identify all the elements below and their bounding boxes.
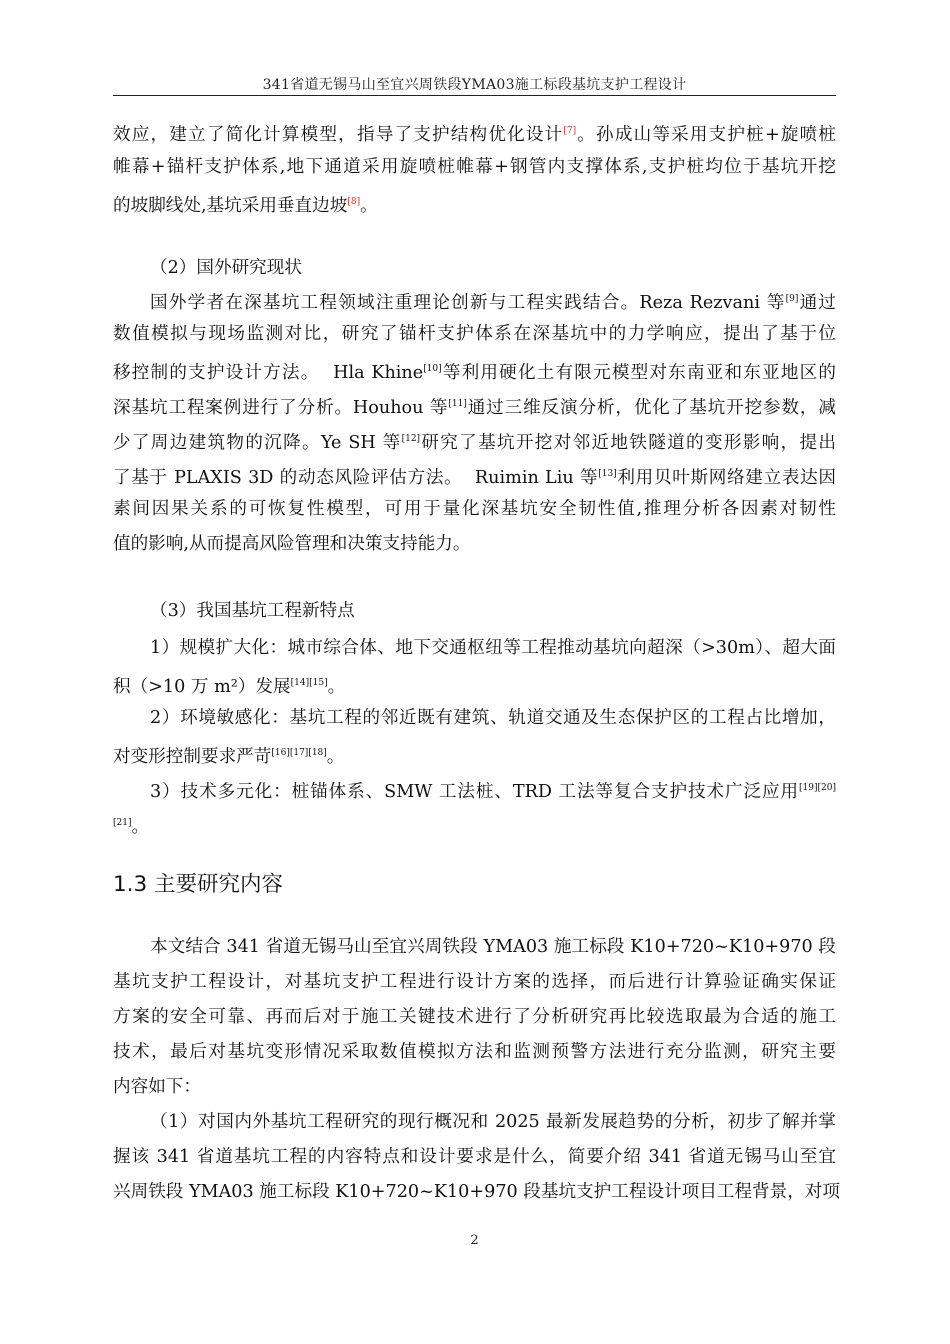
paragraph-line: 对变形控制要求严苛[16][17][18]。 — [113, 747, 345, 767]
citation: [16][17][18] — [271, 748, 327, 758]
citation: [11] — [448, 399, 467, 409]
subsection-title: （3）我国基坑工程新特点 — [150, 601, 355, 621]
paragraph-line: 3）技术多元化：桩锚体系、SMW 工法桩、TRD 工法等复合支护技术广泛应用[19][20] — [150, 782, 836, 802]
citation-link[interactable]: [7] — [563, 126, 577, 136]
page-number: 2 — [470, 1233, 479, 1248]
paragraph-line: 少了周边建筑物的沉降。Ye SH 等[12]研究了基坑开挖对邻近地铁隧道的变形影响，提出 — [113, 433, 836, 453]
citation: [9] — [785, 294, 799, 304]
citation: [21] — [113, 818, 132, 828]
paragraph-line: 基坑支护工程设计，对基坑支护工程进行设计方案的选择，而后进行计算验证确实保证 — [113, 972, 836, 992]
paragraph-line: 效应，建立了简化计算模型，指导了支护结构优化设计[7]。孙成山等采用支护桩+旋喷桩 — [113, 125, 836, 145]
running-header: 341省道无锡马山至宜兴周铁段YMA03施工标段基坑支护工程设计 — [262, 77, 687, 93]
citation: [13] — [598, 469, 617, 479]
header-divider — [113, 95, 836, 96]
paragraph-line: 的坡脚线处,基坑采用垂直边坡[8]。 — [113, 196, 378, 216]
paragraph-line: 国外学者在深基坑工程领域注重理论创新与工程实践结合。Reza Rezvani 等[9]通过 — [150, 293, 836, 313]
citation: [19][20] — [799, 783, 836, 793]
subsection-title: （2）国外研究现状 — [150, 258, 302, 278]
paragraph-line: （1）对国内外基坑工程研究的现行概况和 2025 最新发展趋势的分析，初步了解并掌 — [150, 1112, 836, 1132]
paragraph-line: 深基坑工程案例进行了分析。Houhou 等[11]通过三维反演分析，优化了基坑开挖参数，减 — [113, 398, 836, 418]
paragraph-line: 2）环境敏感化：基坑工程的邻近既有建筑、轨道交通及生态保护区的工程占比增加， — [150, 708, 836, 728]
paragraph-line: 数值模拟与现场监测对比，研究了锚杆支护体系在深基坑中的力学响应，提出了基于位 — [113, 324, 836, 344]
paragraph-line: 值的影响,从而提高风险管理和决策支持能力。 — [113, 534, 471, 554]
paragraph-line: 帷幕+锚杆支护体系,地下通道采用旋喷桩帷幕+钢管内支撑体系,支护桩均位于基坑开挖 — [113, 157, 836, 177]
paragraph-line: 方案的安全可靠、再而后对于施工关键技术进行了分析研究再比较选取最为合适的施工 — [113, 1007, 836, 1027]
paragraph-line: 内容如下： — [113, 1077, 201, 1097]
paragraph-line: 兴周铁段 YMA03 施工标段 K10+720~K10+970 段基坑支护工程设计项目工程背景，对项 — [113, 1182, 840, 1202]
paragraph-line: 1）规模扩大化：城市综合体、地下交通枢纽等工程推动基坑向超深（>30m）、超大面 — [150, 638, 836, 658]
paragraph-line: 素间因果关系的可恢复性模型，可用于量化深基坑安全韧性值,推理分析各因素对韧性 — [113, 499, 836, 519]
citation: [10] — [423, 364, 442, 374]
citation: [12] — [401, 434, 421, 444]
paragraph-line: 本文结合 341 省道无锡马山至宜兴周铁段 YMA03 施工标段 K10+720~K10+970 段 — [150, 937, 836, 957]
paragraph-line: 移控制的支护设计方法。 Hla Khine[10]等利用硬化土有限元模型对东南亚和东亚地区的 — [113, 363, 836, 383]
paragraph-line: [21]。 — [113, 817, 150, 837]
paragraph-line: 握该 341 省道基坑工程的内容特点和设计要求是什么，简要介绍 341 省道无锡马山至宜 — [113, 1147, 836, 1167]
paragraph-line: 积（>10 万 m²）发展[14][15]。 — [113, 677, 346, 697]
paragraph-line: 技术，最后对基坑变形情况采取数值模拟方法和监测预警方法进行充分监测，研究主要 — [113, 1042, 836, 1062]
paragraph-line: 了基于 PLAXIS 3D 的动态风险评估方法。 Ruimin Liu 等[13]利用贝叶斯网络建立表达因 — [113, 468, 836, 488]
section-heading: 1.3 主要研究内容 — [113, 872, 284, 897]
citation: [14][15] — [290, 678, 328, 688]
citation-link[interactable]: [8] — [347, 197, 361, 207]
